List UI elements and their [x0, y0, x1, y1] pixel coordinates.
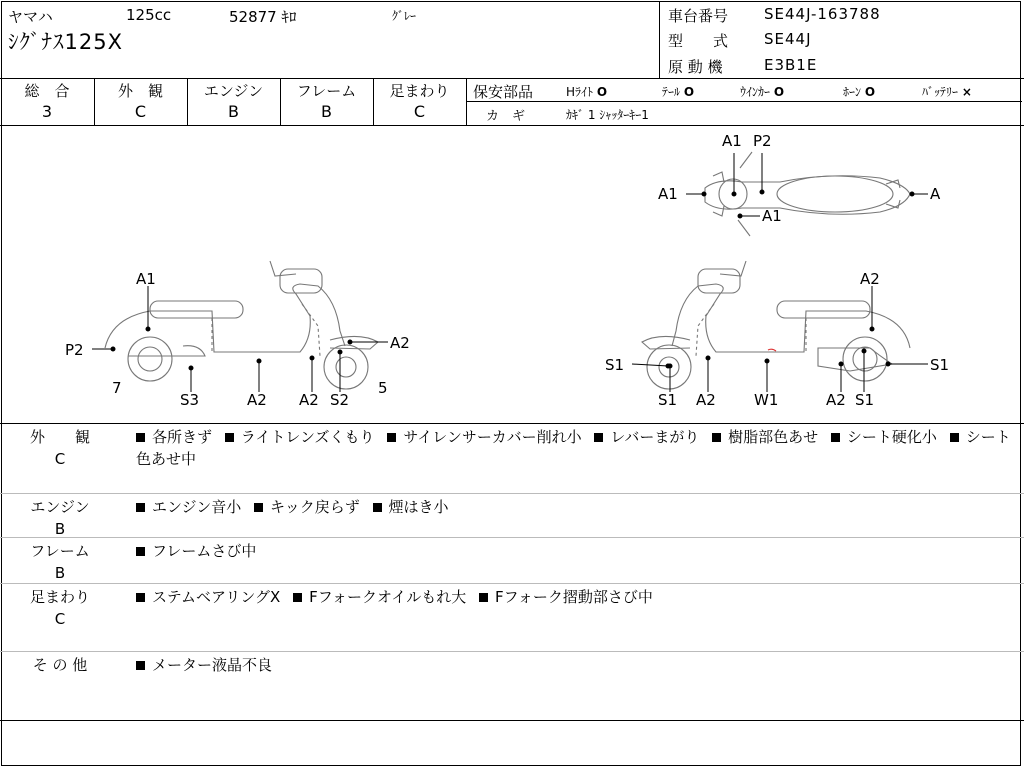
- code-left-a2-3: A2: [390, 334, 410, 352]
- grade-frame-label: フレーム: [296, 82, 357, 100]
- remark-other-items: メーター液晶不良: [136, 654, 1016, 676]
- security-item-horn: ﾎｰﾝ O: [843, 85, 876, 99]
- code-left-s3: S3: [180, 391, 200, 409]
- mileage: 52877 ｷﾛ: [229, 8, 297, 26]
- code-right-w1: W1: [754, 391, 779, 409]
- displacement: 125cc: [126, 6, 172, 24]
- security-item-tail: ﾃｰﾙ O: [662, 85, 695, 99]
- grade-overall: 3: [41, 102, 53, 121]
- code-top-a1: A1: [722, 132, 742, 150]
- remark-engine-label: エンジン B: [30, 498, 90, 538]
- remark-exterior-items: 各所きず ライトレンズくもり サイレンサーカバー削れ小 レバーまがり 樹脂部色あせ シート硬化小 シート色あせ中: [136, 428, 1011, 468]
- grade-exterior: C: [134, 102, 147, 121]
- remark-engine-items: エンジン音小 キック戻らず 煙はき小: [136, 496, 1016, 518]
- code-right-s1-2: S1: [658, 391, 678, 409]
- remark-exterior-label: 外 観 C: [29, 428, 90, 468]
- key-value: ｶｷﾞ 1 ｼｬｯﾀｰｷｰ1: [566, 108, 649, 122]
- type-value: SE44J: [764, 30, 812, 48]
- remark-suspension-label: 足まわり C: [29, 588, 90, 628]
- frame-no-label: 車台番号: [668, 7, 729, 25]
- color: ｸﾞﾚｰ: [392, 9, 417, 23]
- grade-frame: B: [321, 102, 332, 121]
- code-top-a1-left: A1: [658, 185, 678, 203]
- code-left-a2-2: A2: [299, 391, 319, 409]
- code-top-p2: P2: [753, 132, 772, 150]
- code-left-a1: A1: [136, 270, 156, 288]
- remark-frame-label: フレーム B: [30, 542, 90, 582]
- key-label: カ ギ: [486, 109, 526, 124]
- code-left-a2: A2: [247, 391, 267, 409]
- engine-value: E3B1E: [764, 56, 818, 74]
- engine-label: 原 動 機: [668, 58, 723, 76]
- code-right-a2-2: A2: [696, 391, 716, 409]
- remark-frame-items: フレームさび中: [136, 540, 1016, 562]
- grade-suspension-label: 足まわり: [389, 82, 450, 100]
- remark-other-label: そ の 他: [32, 656, 88, 674]
- grade-suspension: C: [413, 102, 426, 121]
- grade-overall-label: 総 合: [24, 82, 70, 100]
- code-right-a2-3: A2: [826, 391, 846, 409]
- type-label: 型 式: [668, 32, 729, 50]
- code-top-a1-bottom: A1: [762, 207, 782, 225]
- model-name: ｼｸﾞﾅｽ125X: [8, 30, 123, 54]
- security-item-winker: ｳｲﾝｶｰ O: [740, 85, 785, 99]
- code-left-p2: P2: [65, 341, 84, 359]
- code-left-7: 7: [112, 379, 122, 397]
- security-item-battery: ﾊﾞｯﾃﾘｰ ×: [922, 85, 972, 99]
- grade-engine: B: [228, 102, 239, 121]
- code-left-s2: S2: [330, 391, 350, 409]
- scooter-diagram: [0, 126, 1024, 424]
- code-left-5: 5: [378, 379, 388, 397]
- maker: ヤマハ: [8, 8, 53, 26]
- code-right-s1-3: S1: [855, 391, 875, 409]
- code-right-s1: S1: [605, 356, 625, 374]
- grade-exterior-label: 外 観: [117, 82, 163, 100]
- grade-engine-label: エンジン: [203, 82, 264, 100]
- code-right-a2: A2: [860, 270, 880, 288]
- frame-no: SE44J-163788: [764, 5, 881, 23]
- code-top-a: A: [930, 185, 941, 203]
- security-label: 保安部品: [473, 83, 534, 101]
- remark-suspension-items: ステムベアリングX Fフォークオイルもれ大 Fフォーク摺動部さび中: [136, 586, 1016, 608]
- security-item-headlight: Hﾗｲﾄ O: [566, 85, 608, 99]
- code-right-s1-4: S1: [930, 356, 950, 374]
